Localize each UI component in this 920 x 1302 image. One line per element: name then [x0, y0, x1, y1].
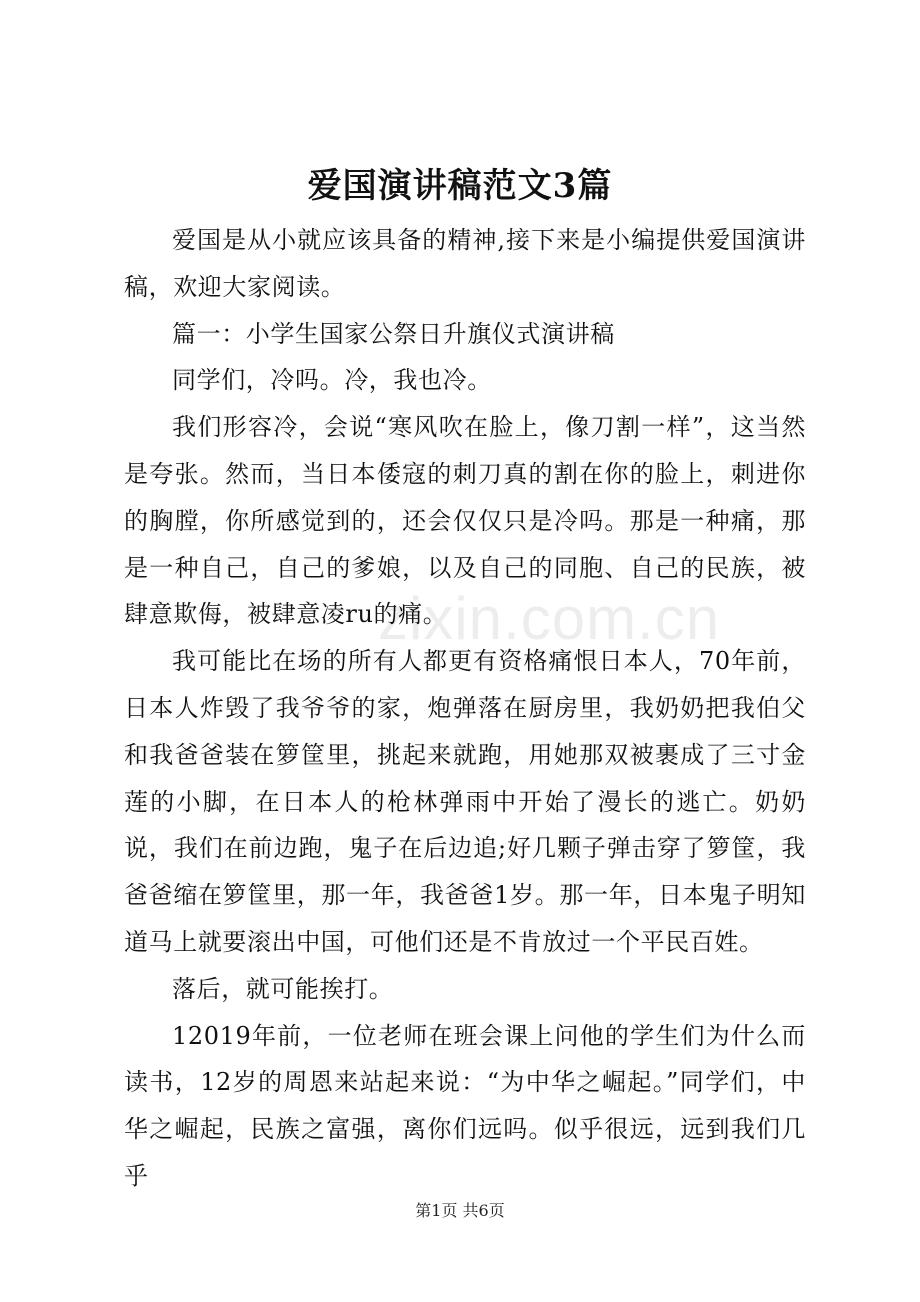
paragraph-intro: 爱国是从小就应该具备的精神,接下来是小编提供爱国演讲稿，欢迎大家阅读。 [124, 226, 806, 301]
paragraph-section-heading: 篇一：小学生国家公祭日升旗仪式演讲稿 [172, 319, 615, 348]
paragraph-history: 我可能比在场的所有人都更有资格痛恨日本人，70年前，日本人炸毁了我爷爷的家，炮弹落在厨房里，我奶奶把我伯父和我爸爸装在箩筐里，挑起来就跑，用她那双被裹成了三寸金莲的小脚，在日本人的枪林弹雨中开始了漫长的逃亡。奶奶说，我们在前边跑，鬼子在后边追;好几颗子弹击穿了箩筐，我爸爸缩在箩筐里，那一年，我爸爸1岁。那一年，日本鬼子明知道马上就要滚出中国，可他们还是不肯放过一个平民百姓。 [124, 647, 806, 956]
paragraph-cold: 我们形容冷，会说“寒风吹在脸上，像刀割一样”，这当然是夸张。然而，当日本倭寇的刺刀真的割在你的脸上，刺进你的胸膛，你所感觉到的，还会仅仅只是冷吗。那是一种痛，那是一种自己，自己的爹娘，以及自己的同胞、自己的民族，被肆意欺侮，被肆意凌ru的痛。 [124, 413, 806, 629]
document-title: 爱国演讲稿范文3篇 [307, 166, 613, 206]
paragraph-backward: 落后，就可能挨打。 [172, 974, 394, 1003]
paragraph-zhou-enlai: 12019年前，一位老师在班会课上问他的学生们为什么而读书，12岁的周恩来站起来说：“为中华之崛起。”同学们，中华之崛起，民族之富强，离你们远吗。似乎很远，远到我们几乎 [124, 1021, 806, 1190]
paragraph-greeting: 同学们，冷吗。冷，我也冷。 [172, 366, 492, 395]
page-footer: 第1页 共6页 [415, 1201, 505, 1220]
watermark-logo: zixin.com.cn [378, 585, 721, 652]
document-body [124, 217, 806, 1200]
